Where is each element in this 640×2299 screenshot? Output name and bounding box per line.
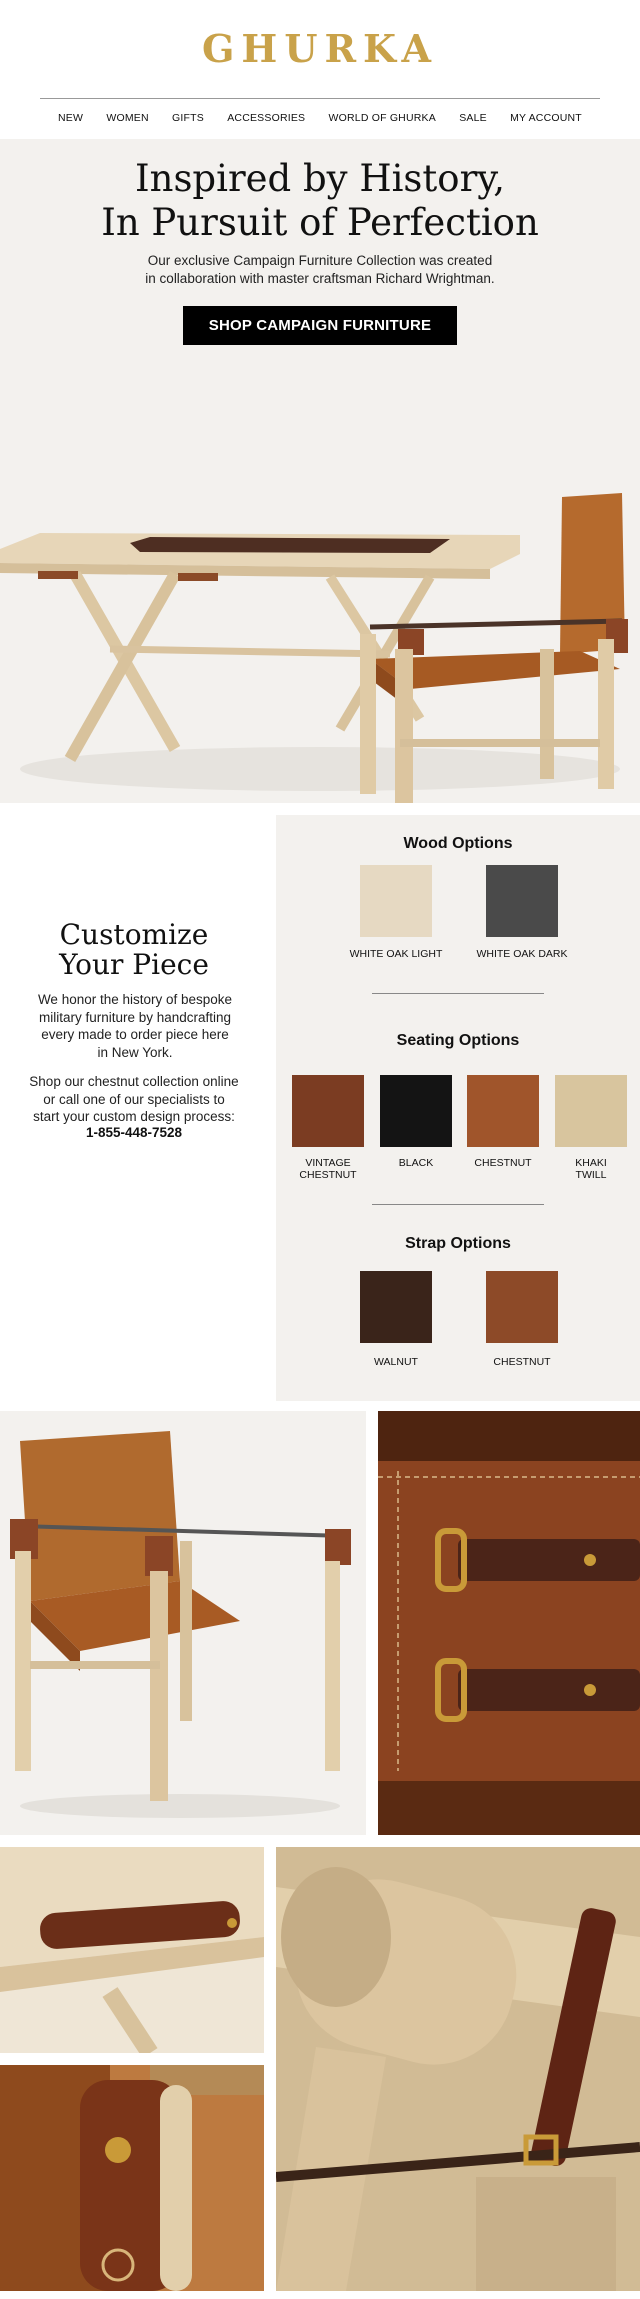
customize-text-line: start your custom design process: [33,1109,235,1124]
customize-title-line: Your Piece [59,948,209,981]
customize-text-line: in New York. [97,1044,173,1060]
swatch-khaki-twill[interactable] [555,1075,627,1147]
nav-item-accessories[interactable]: ACCESSORIES [227,112,306,124]
hero-subtitle-line: Our exclusive Campaign Furniture Collection was created [147,253,493,268]
customize-paragraph [24,991,246,1061]
swatch-white-oak-dark[interactable] [486,865,558,937]
nav-item-sale[interactable]: SALE [459,112,487,124]
options-panel [276,815,640,1401]
options-divider [372,993,544,994]
swatch-walnut-strap[interactable] [360,1271,432,1343]
customize-text-line: Shop our chestnut collection online [29,1074,239,1089]
shop-campaign-furniture-button[interactable]: SHOP CAMPAIGN FURNITURE [183,306,457,345]
ghurka-logo[interactable]: GHURKA [201,26,439,71]
swatch-label: WHITE OAK DARK [476,948,568,960]
seating-options-heading: Seating Options [396,1032,520,1049]
swatch-label-line: TWILL [575,1169,607,1181]
swatch-label-line: KHAKI [575,1157,607,1169]
hero-title-line: In Pursuit of Perfection [101,201,539,244]
swatch-label [536,1157,640,1181]
swatch-chestnut-seat[interactable] [467,1075,539,1147]
strap-options-heading: Strap Options [405,1235,511,1252]
swatch-label: WALNUT [374,1356,418,1368]
desk-strap-detail-image[interactable] [0,1847,264,2053]
swatch-label-line: CHESTNUT [299,1169,357,1181]
nav-item-world-of-ghurka[interactable]: WORLD OF GHURKA [328,112,436,124]
options-divider [372,1204,544,1205]
swatch-black[interactable] [380,1075,452,1147]
campaign-desk-chair-image[interactable] [0,349,640,803]
customize-title-line: Customize [59,918,209,951]
swatch-chestnut-strap[interactable] [486,1271,558,1343]
phone-number-link[interactable]: 1-855-448-7528 [85,1125,183,1140]
hero-title-line: Inspired by History, [135,157,505,200]
customize-text-line: or call one of our specialists to [43,1091,225,1107]
swatch-label: WHITE OAK LIGHT [349,948,443,960]
customize-text-line: We honor the history of bespoke [37,992,233,1007]
nav-item-my-account[interactable]: MY ACCOUNT [510,112,582,124]
swatch-label: CHESTNUT [474,1157,532,1169]
hero-subtitle [0,252,640,288]
strap-detail-image[interactable] [378,1411,640,1835]
desk-joint-closeup-image[interactable] [276,1847,640,2291]
customize-intro [0,815,268,1401]
nav-item-gifts[interactable]: GIFTS [172,112,204,124]
customize-contact-paragraph [18,1073,250,1126]
swatch-white-oak-light[interactable] [360,865,432,937]
wood-options-heading: Wood Options [403,835,513,852]
swatch-label: CHESTNUT [493,1356,551,1368]
main-nav [40,112,600,124]
hero-title [0,157,640,245]
hero-banner [0,139,640,803]
swatch-label-line: VINTAGE [305,1157,351,1169]
nav-item-new[interactable]: NEW [58,112,84,124]
customize-text-line: military furniture by handcrafting [38,1009,232,1025]
hero-subtitle-line: in collaboration with master craftsman Richard Wrightman. [145,271,495,286]
nav-divider [40,98,600,99]
nav-item-women[interactable]: WOMEN [106,112,149,124]
chair-product-image[interactable] [0,1411,366,1835]
swatch-vintage-chestnut[interactable] [292,1075,364,1147]
customize-title [0,920,268,980]
customize-section [0,815,640,1401]
chair-arm-detail-image[interactable] [0,2065,264,2291]
swatch-label: BLACK [398,1157,434,1169]
customize-text-line: every made to order piece here [41,1027,229,1042]
